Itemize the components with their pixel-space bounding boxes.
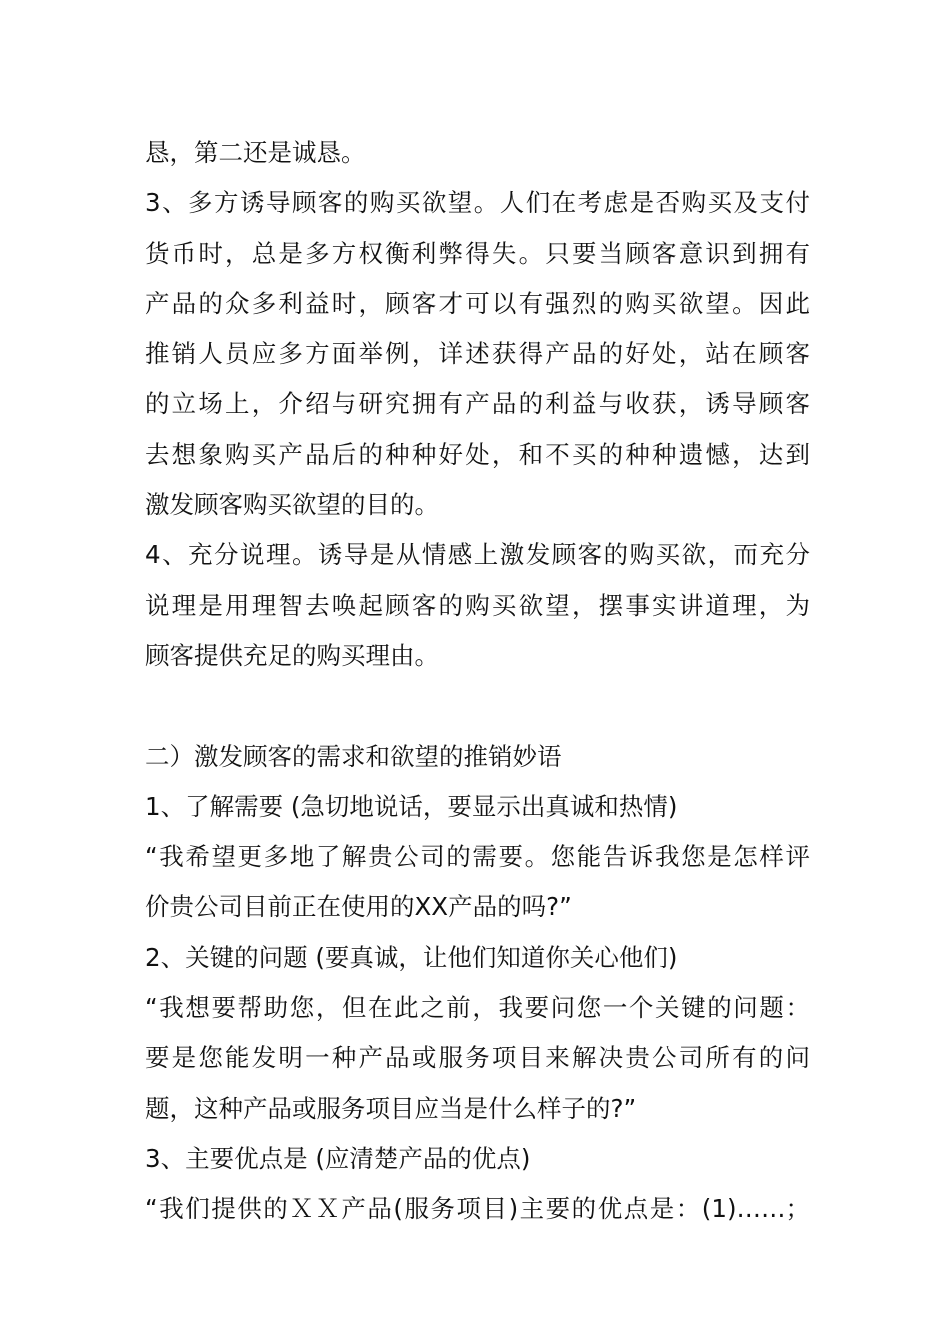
paragraph-line: 恳，第二还是诚恳。 (145, 138, 366, 167)
paragraph-line: 的立场上，介绍与研究拥有产品的利益与收获，诱导顾客 (145, 389, 810, 419)
list-item-heading: 3、主要优点是 (应清楚产品的优点) (145, 1143, 531, 1173)
paragraph-line: 3、多方诱导顾客的购买欲望。人们在考虑是否购买及支付 (145, 188, 810, 218)
quote-line: “我们提供的ＸＸ产品(服务项目)主要的优点是：(1)……； (145, 1194, 810, 1224)
section-heading: 二）激发顾客的需求和欲望的推销妙语 (145, 741, 562, 771)
quote-line: “我希望更多地了解贵公司的需要。您能告诉我您是怎样评 (145, 842, 810, 872)
paragraph-line: 推销人员应多方面举例，详述获得产品的好处，站在顾客 (145, 339, 810, 369)
quote-line: 题，这种产品或服务项目应当是什么样子的?” (145, 1093, 637, 1123)
list-item-heading: 2、关键的问题 (要真诚，让他们知道你关心他们) (145, 942, 678, 972)
paragraph-line: 顾客提供充足的购买理由。 (145, 640, 439, 670)
paragraph-line: 激发顾客购买欲望的目的。 (145, 490, 439, 520)
paragraph-line: 去想象购买产品后的种种好处，和不买的种种遗憾，达到 (145, 439, 810, 469)
quote-line: 价贵公司目前正在使用的XX产品的吗?” (145, 892, 572, 922)
quote-line: 要是您能发明一种产品或服务项目来解决贵公司所有的问 (145, 1043, 810, 1073)
blank-line (145, 681, 810, 731)
paragraph-line: 4、充分说理。诱导是从情感上激发顾客的购买欲，而充分 (145, 540, 810, 570)
paragraph-line: 说理是用理智去唤起顾客的购买欲望，摆事实讲道理，为 (145, 590, 810, 620)
document-body (145, 128, 810, 1235)
paragraph-line: 产品的众多利益时，顾客才可以有强烈的购买欲望。因此 (145, 288, 810, 318)
list-item-heading: 1、了解需要 (急切地说话，要显示出真诚和热情) (145, 791, 678, 821)
paragraph-line: 货币时，总是多方权衡利弊得失。只要当顾客意识到拥有 (145, 238, 810, 268)
quote-line: “我想要帮助您，但在此之前，我要问您一个关键的问题： (145, 993, 810, 1023)
